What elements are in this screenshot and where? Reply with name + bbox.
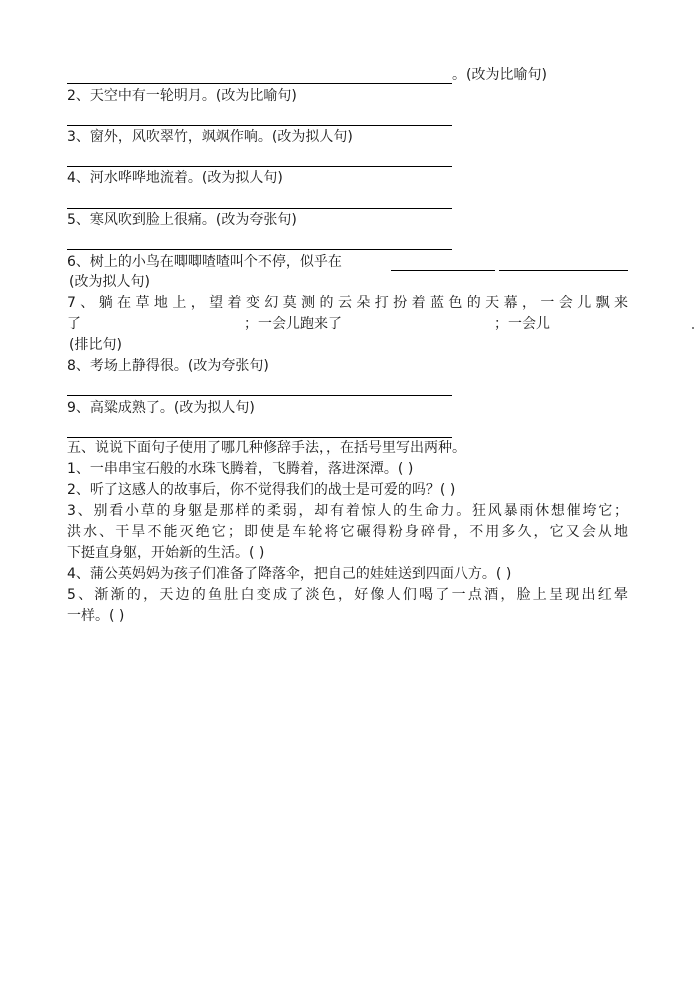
edge-dot: [692, 327, 694, 329]
q7-text-3: ；一会儿: [494, 316, 550, 332]
s5-item-3-line-1: 3、别看小草的身躯是那样的柔弱，却有着惊人的生命力。狂风暴雨休想催垮它；: [67, 503, 628, 519]
question-2: 2、天空中有一轮明月。(改为比喻句): [67, 88, 297, 104]
q6-blank-1[interactable]: [391, 270, 495, 271]
s5-item-2: 2、听了这感人的故事后，你不觉得我们的战士是可爱的吗？( ): [67, 482, 456, 498]
s5-item-3-line-3: 下挺直身躯，开始新的生活。( ): [67, 545, 265, 561]
q7-text-1: 了: [67, 316, 81, 332]
answer-line-8[interactable]: [67, 395, 452, 396]
question-5: 5、寒风吹到脸上很痛。(改为夸张句): [67, 212, 297, 228]
answer-line-3[interactable]: [67, 166, 452, 167]
q6-blank-2[interactable]: [499, 270, 628, 271]
q1-suffix: 。(改为比喻句): [452, 67, 547, 83]
section-5-title: 五、说说下面句子使用了哪几种修辞手法，，在括号里写出两种。: [67, 440, 466, 456]
question-8: 8、考场上静得很。(改为夸张句): [67, 358, 269, 374]
q6-note: (改为拟人句): [69, 274, 150, 290]
s5-item-1: 1、一串串宝石般的水珠飞腾着，飞腾着，落进深潭。( ): [67, 461, 414, 477]
answer-line-5[interactable]: [67, 249, 452, 250]
question-9: 9、高粱成熟了。(改为拟人句): [67, 400, 255, 416]
s5-item-5-line-2: 一样。( ): [67, 608, 125, 624]
question-3: 3、窗外，风吹翠竹，飒飒作响。(改为拟人句): [67, 129, 353, 145]
question-6: 6、树上的小鸟在唧唧喳喳叫个不停，似乎在: [67, 254, 342, 270]
s5-item-4: 4、蒲公英妈妈为孩子们准备了降落伞，把自己的娃娃送到四面八方。( ): [67, 566, 512, 582]
q7-text-2: ；一会儿跑来了: [244, 316, 342, 332]
question-4: 4、河水哗哗地流着。(改为拟人句): [67, 170, 283, 186]
question-7: 7、躺在草地上，望着变幻莫测的云朵打扮着蓝色的天幕，一会儿飘来: [67, 295, 628, 311]
s5-item-3-line-2: 洪水、干旱不能灭绝它；即使是车轮将它碾得粉身碎骨，不用多久，它又会从地: [67, 524, 628, 540]
s5-item-5-line-1: 5、渐渐的，天边的鱼肚白变成了淡色，好像人们喝了一点酒，脸上呈现出红晕: [67, 587, 628, 603]
answer-line-2[interactable]: [67, 125, 452, 126]
answer-line-4[interactable]: [67, 208, 452, 209]
q7-note: (排比句): [69, 337, 122, 353]
answer-line-1[interactable]: [67, 83, 452, 84]
